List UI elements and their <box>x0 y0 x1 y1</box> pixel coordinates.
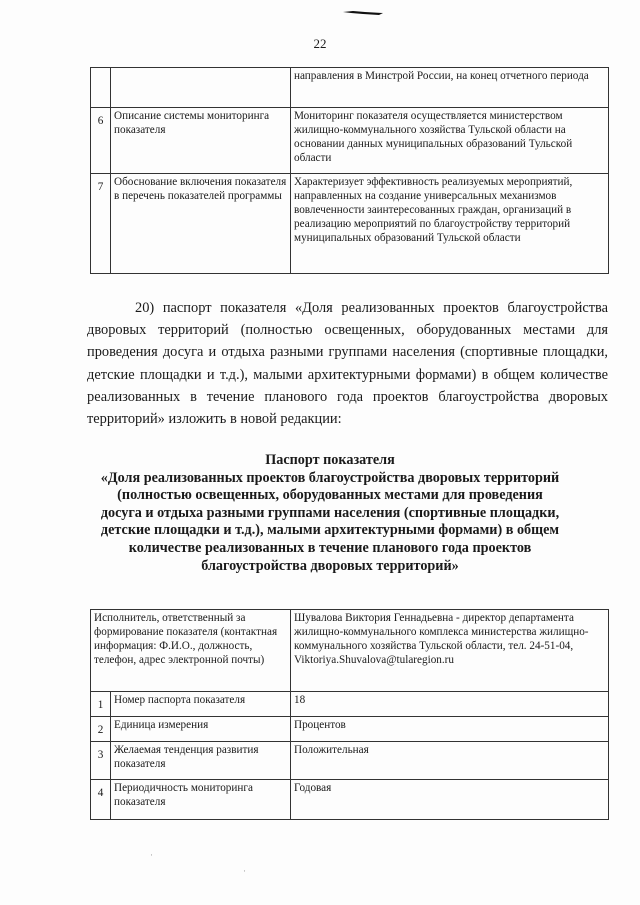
row-value: Годовая <box>291 780 609 820</box>
row-number <box>91 68 111 108</box>
passport-table <box>90 609 609 820</box>
row-label: Периодичность мониторинга показателя <box>111 780 291 820</box>
scan-speck: · <box>243 866 246 876</box>
table-row <box>91 692 609 717</box>
row-value: Процентов <box>291 717 609 742</box>
row-text: направления в Минстрой России, на конец отчетного периода <box>291 68 609 108</box>
passport-title: Паспорт показателя <box>265 452 395 468</box>
table-row <box>91 742 609 780</box>
passport-heading <box>100 452 560 575</box>
row-value: Положительная <box>291 742 609 780</box>
table-row <box>91 780 609 820</box>
row-label: Номер паспорта показателя <box>111 692 291 717</box>
row-number: 7 <box>91 174 111 274</box>
row-text: Характеризует эффективность реализуемых мероприятий, направленных на создание универсальных механизмов вовлеченности заинтересованных граждан, организаций в реализацию мероприятий по благоустройству территорий муниципальных образований Тульской области <box>291 174 609 274</box>
row-label: Желаемая тенденция развития показателя <box>111 742 291 780</box>
row-number: 6 <box>91 108 111 174</box>
table-row <box>91 610 609 692</box>
table-row <box>91 717 609 742</box>
table-row <box>91 108 609 174</box>
executor-label: Исполнитель, ответственный за формирование показателя (контактная информация: Ф.И.О., должность, телефон, адрес электронной почты) <box>91 610 291 692</box>
passport-subtitle: «Доля реализованных проектов благоустройства дворовых территорий (полностью освещенных, оборудованных местами для проведения досуга и отдыха разными группами населения (спортивные площадки, детские площадки и т.д.), малыми архитектурными формами) в общем количестве реализованных в течение планового года проектов благоустройства дворовых территорий» <box>100 469 560 574</box>
row-text: Мониторинг показателя осуществляется министерством жилищно-коммунального хозяйства Тульской области на основании данных муниципальных образований Тульской области <box>291 108 609 174</box>
table-row <box>91 68 609 108</box>
page-number: 22 <box>313 36 327 51</box>
indicator-table-continued <box>90 67 609 274</box>
row-label <box>111 68 291 108</box>
row-number: 1 <box>91 692 111 717</box>
row-label: Единица измерения <box>111 717 291 742</box>
row-label: Обоснование включения показателя в перечень показателей программы <box>111 174 291 274</box>
scan-speck: · <box>150 850 153 860</box>
row-label: Описание системы мониторинга показателя <box>111 108 291 174</box>
scan-mark <box>343 9 383 16</box>
row-number: 2 <box>91 717 111 742</box>
row-value: 18 <box>291 692 609 717</box>
table-row <box>91 174 609 274</box>
row-number: 4 <box>91 780 111 820</box>
executor-value: Шувалова Виктория Геннадьевна - директор департамента жилищно-коммунального комплекса министерства жилищно-коммунального хозяйства Тульской области, тел. 24-51-04, Viktoriya.Shuvalova@tularegion.ru <box>291 610 609 692</box>
row-number: 3 <box>91 742 111 780</box>
amendment-paragraph: 20) паспорт показателя «Доля реализованных проектов благоустройства дворовых территорий (полностью освещенных, оборудованных местами для проведения досуга и отдыха разными группами населения (спортивные площадки, детские площадки и т.д.), малыми архитектурными формами) в общем количестве реализованных в течение планового года проектов благоустройства дворовых территорий» изложить в новой редакции: <box>87 300 608 428</box>
